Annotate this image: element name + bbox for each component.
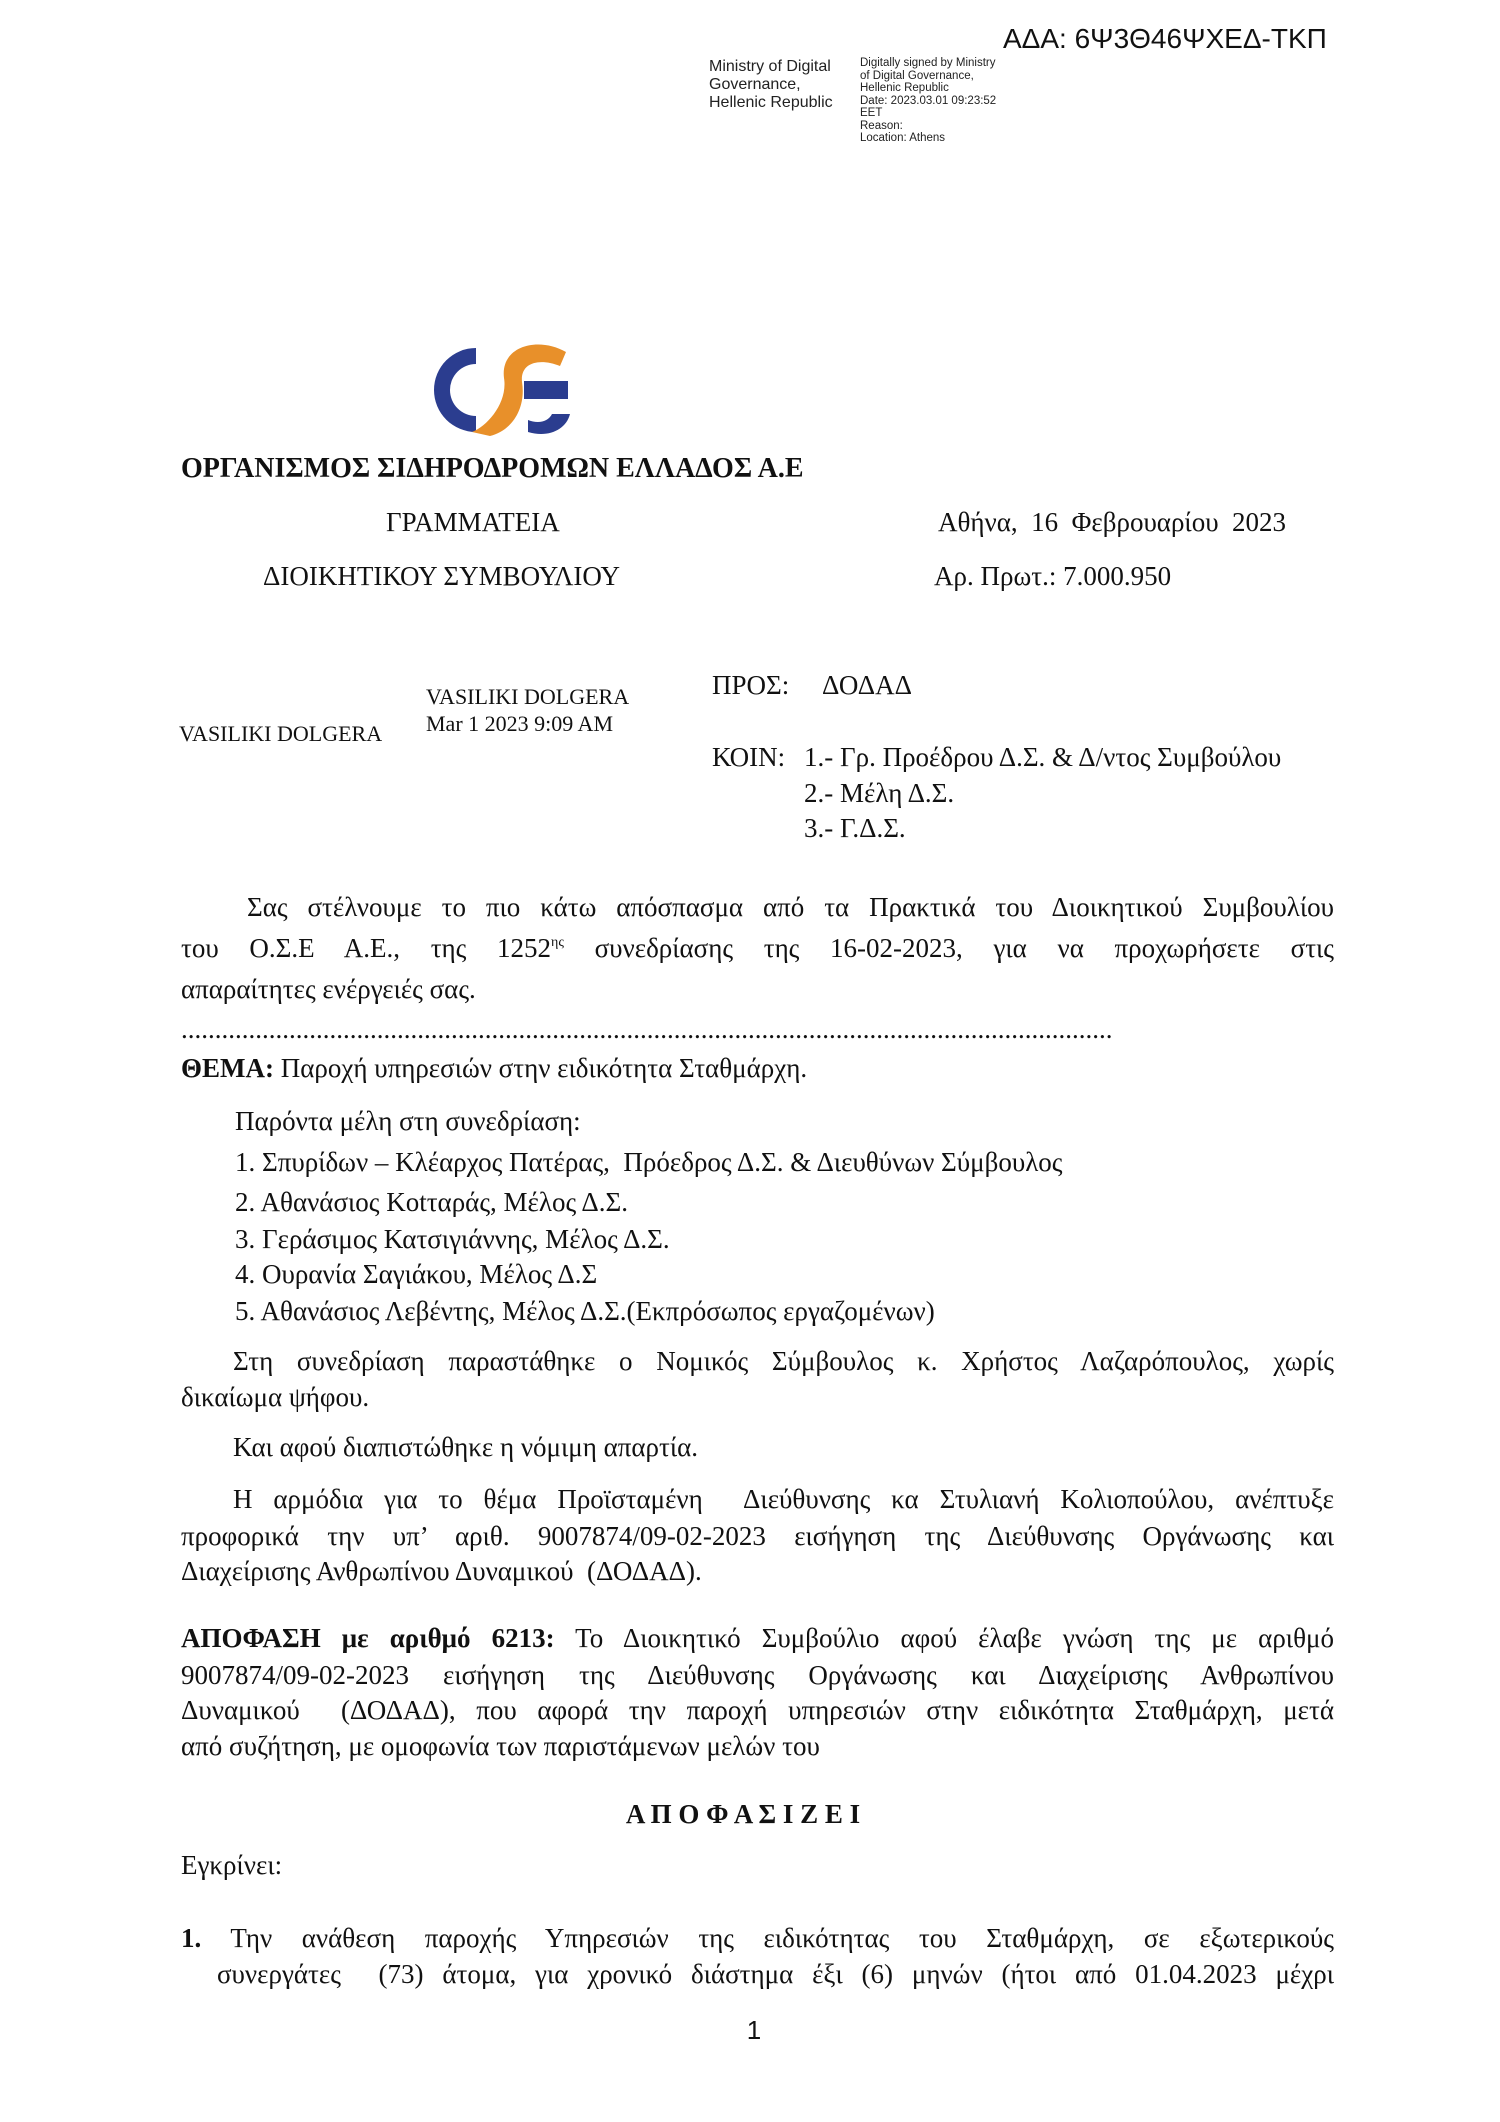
cc-recipient: 2.- Μέλη Δ.Σ. [804,778,955,808]
digital-signature-signer: Ministry of Digital Governance, Hellenic Republic [709,58,833,111]
approval-item-line [181,1921,1334,1955]
decides-heading: Α Π Ο Φ Α Σ Ι Ζ Ε Ι [625,1799,861,1829]
decision-line: 9007874/09-02-2023 εισήγηση της Διεύθυνσης Οργάνωσης και Διαχείρισης Ανθρωπίνου [181,1660,1334,1690]
decision-line: από συζήτηση, με ομοφωνία των παριστάμενων μελών του [181,1731,820,1761]
intro-text: συνεδρίασης της 16-02-2023 [563,933,957,963]
to-recipient: ΔΟΔΑΔ [822,670,912,700]
ada-code: ΑΔΑ: 6Ψ3Θ46ΨΧΕΔ-ΤΚΠ [1003,23,1327,54]
approves-label: Εγκρίνει: [181,1850,283,1880]
members-title: Παρόντα μέλη στη συνεδρίαση: [235,1106,581,1136]
approval-item-line: συνεργάτες (73) άτομα, για χρονικό διάστημα έξι (6) μηνών (ήτοι από 01.04.2023 μέχρι [217,1959,1334,1989]
member-item: 5. Αθανάσιος Λεβέντης, Μέλος Δ.Σ.(Εκπρόσωπος εργαζομένων) [235,1296,935,1326]
presenter-line: προφορικά την υπ’ αριθ. 9007874/09-02-2023 εισήγηση της Διεύθυνσης Οργάνωσης και [181,1521,1334,1551]
member-item: 1. Σπυρίδων – Κλέαρχος Πατέρας, Πρόεδρος Δ.Σ. & Διευθύνων Σύμβουλος [235,1147,1063,1177]
subject-label: ΘΕΜΑ: [181,1053,274,1083]
ose-logo [428,340,578,440]
legal-advisor-line: δικαίωμα ψήφου. [181,1382,370,1412]
member-item: 4. Ουρανία Σαγιάκου, Μέλος Δ.Σ [235,1259,598,1289]
document-date: Αθήνα, 16 Φεβρουαρίου 2023 [938,507,1287,537]
intro-line: Σας στέλνουμε το πιο κάτω απόσπασμα από τα Πρακτικά του Διοικητικού Συμβουλίου [247,892,1334,922]
signature-name-detail: VASILIKI DOLGERA [426,684,630,709]
intro-line: απαραίτητες ενέργειές σας. [181,974,476,1004]
item-number: 1. [181,1923,202,1953]
intro-line [181,931,1334,965]
to-label: ΠΡΟΣ: [712,670,790,700]
decision-text: Το Διοικητικό Συμβούλιο αφού έλαβε γνώση της με αριθμό [554,1623,1334,1653]
subject-text: Παροχή υπηρεσιών στην ειδικότητα Σταθμάρχη. [273,1053,808,1083]
legal-advisor-line: Στη συνεδρίαση παραστάθηκε ο Νομικός Σύμβουλος κ. Χρήστος Λαζαρόπουλος, χωρίς [233,1346,1334,1376]
item-text: Την ανάθεση παροχής Υπηρεσιών της ειδικότητας του Σταθμάρχη, σε εξωτερικούς [201,1923,1334,1953]
department-line-2: ΔΙΟΙΚΗΤΙΚΟΥ ΣΥΜΒΟΥΛΙΟΥ [263,561,621,591]
signature-datetime: Mar 1 2023 9:09 AM [426,711,613,736]
quorum-line: Και αφού διαπιστώθηκε η νόμιμη απαρτία. [233,1432,699,1462]
signature-name: VASILIKI DOLGERA [179,721,383,746]
member-item: 3. Γεράσιμος Κατσιγιάννης, Μέλος Δ.Σ. [235,1224,670,1254]
intro-text: του Ο.Σ.Ε Α.Ε., της 1252 [181,933,552,963]
decision-line: Δυναμικού (ΔΟΔΑΔ), που αφορά την παροχή υπηρεσιών στην ειδικότητα Σταθμάρχη, μετά [181,1695,1334,1725]
presenter-line: Η αρμόδια για το θέμα Προϊσταμένη Διεύθυνσης κα Στυλιανή Κολιοπούλου, ανέπτυξε [233,1484,1334,1514]
cc-recipient: 3.- Γ.Δ.Σ. [804,813,906,843]
cc-label: ΚΟΙΝ: [712,742,786,772]
ordinal-suffix: ης [551,935,564,950]
organization-name: ΟΡΓΑΝΙΣΜΟΣ ΣΙΔΗΡΟΔΡΟΜΩΝ ΕΛΛΑΔΟΣ Α.Ε [181,453,804,484]
protocol-number: Αρ. Πρωτ.: 7.000.950 [934,561,1172,591]
cc-recipient: 1.- Γρ. Προέδρου Δ.Σ. & Δ/ντος Συμβούλου [804,742,1282,772]
member-item: 2. Αθανάσιος Κotταράς, Μέλος Δ.Σ. [235,1187,628,1217]
separator-dots: .......................................................................................................................................... [181,1014,1113,1044]
subject-line [181,1051,807,1085]
page-number: 1 [746,2015,762,2045]
intro-text: , για να προχωρήσετε στις [956,933,1334,963]
decision-line [181,1621,1334,1655]
presenter-line: Διαχείρισης Ανθρωπίνου Δυναμικού (ΔΟΔΑΔ). [181,1556,702,1586]
digital-signature-details: Digitally signed by Ministry of Digital Governance, Hellenic Republic Date: 2023.03.01 09:23:52 EET Reason: Location: Athens [860,57,997,144]
decision-label: ΑΠΟΦΑΣΗ με αριθμό 6213: [181,1623,555,1653]
department-line-1: ΓΡΑΜΜΑΤΕΙΑ [386,507,560,537]
